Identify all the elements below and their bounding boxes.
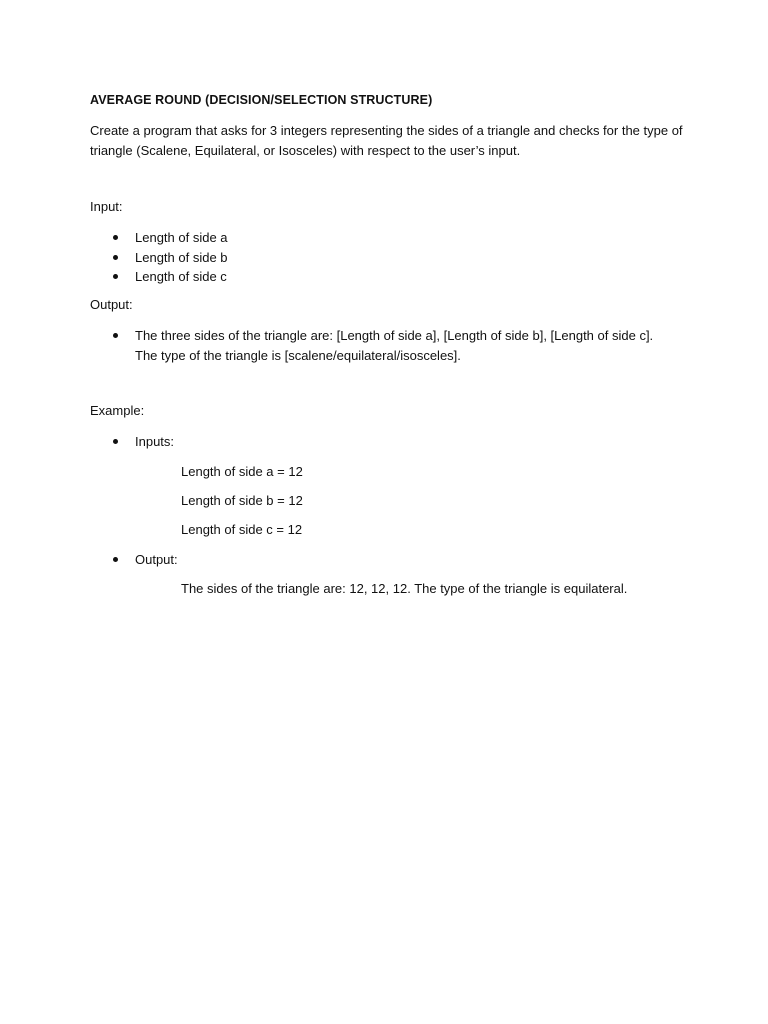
document-title: AVERAGE ROUND (DECISION/SELECTION STRUCTURE) xyxy=(90,93,433,107)
list-item-text: Length of side a xyxy=(135,230,228,245)
list-item-text: Length of side c xyxy=(135,269,227,284)
example-input-line: Length of side c = 12 xyxy=(181,522,303,537)
list-item xyxy=(90,228,690,248)
output-label: Output: xyxy=(90,297,133,312)
example-output-line: The sides of the triangle are: 12, 12, 12. The type of the triangle is equilateral. xyxy=(181,581,628,596)
bullet-icon xyxy=(113,557,118,562)
output-list xyxy=(90,326,670,365)
bullet-icon xyxy=(113,439,118,444)
bullet-icon xyxy=(113,333,118,338)
list-item xyxy=(90,267,690,287)
example-input-line: Length of side b = 12 xyxy=(181,493,303,508)
list-item-text: Length of side b xyxy=(135,249,228,265)
input-label: Input: xyxy=(90,199,123,214)
example-output-list xyxy=(90,550,690,570)
list-item-text: The three sides of the triangle are: [Length of side a], [Length of side b], [Length of side c]. The type of the triangle is [scalene/equilateral/isosceles]. xyxy=(135,328,654,363)
list-item xyxy=(90,248,690,268)
bullet-icon xyxy=(113,235,118,240)
list-item xyxy=(90,550,690,570)
example-label: Example: xyxy=(90,403,145,418)
example-inputs-list xyxy=(90,432,690,452)
list-item-text: Inputs: xyxy=(135,434,175,449)
intro-paragraph: Create a program that asks for 3 integers representing the sides of a triangle and checks for the type of triangle (Scalene, Equilateral, or Isosceles) with respect to the user’s input. xyxy=(90,123,683,158)
list-item xyxy=(90,432,690,452)
list-item-text: Output: xyxy=(135,552,178,567)
bullet-icon xyxy=(113,274,118,279)
input-list xyxy=(90,228,690,287)
list-item xyxy=(90,326,670,365)
example-input-line: Length of side a = 12 xyxy=(181,464,303,479)
bullet-icon xyxy=(113,255,118,260)
